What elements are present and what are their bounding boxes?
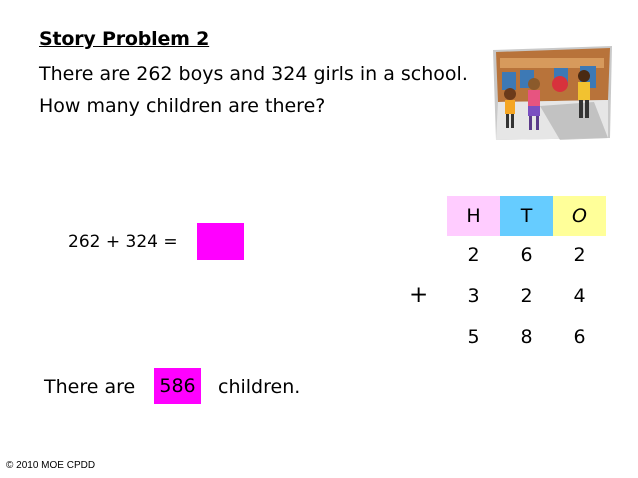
answer-box [197, 223, 244, 260]
answer-prefix: There are [44, 376, 136, 398]
tens-header: T [500, 196, 553, 236]
copyright-notice: © 2010 MOE CPDD [6, 460, 96, 471]
ones-header: O [553, 196, 606, 236]
children-playing-illustration [490, 44, 614, 142]
answer-value: 586 [159, 375, 196, 397]
row1-ones: 2 [573, 244, 586, 266]
question-line-1: There are 262 boys and 324 girls in a school. [39, 63, 468, 85]
result-ones: 6 [573, 326, 586, 348]
answer-suffix: children. [218, 376, 301, 398]
row2-hundreds: 3 [467, 285, 480, 307]
row1-tens: 6 [520, 244, 533, 266]
story-title: Story Problem 2 [39, 28, 210, 50]
equation: 262 + 324 = [68, 232, 178, 252]
plus-sign: + [409, 282, 429, 308]
question-line-2: How many children are there? [39, 95, 326, 117]
result-hundreds: 5 [467, 326, 480, 348]
row2-ones: 4 [573, 285, 586, 307]
answer-value-box [154, 368, 201, 404]
result-tens: 8 [520, 326, 533, 348]
hundreds-header: H [447, 196, 500, 236]
row2-tens: 2 [520, 285, 533, 307]
row1-hundreds: 2 [467, 244, 480, 266]
